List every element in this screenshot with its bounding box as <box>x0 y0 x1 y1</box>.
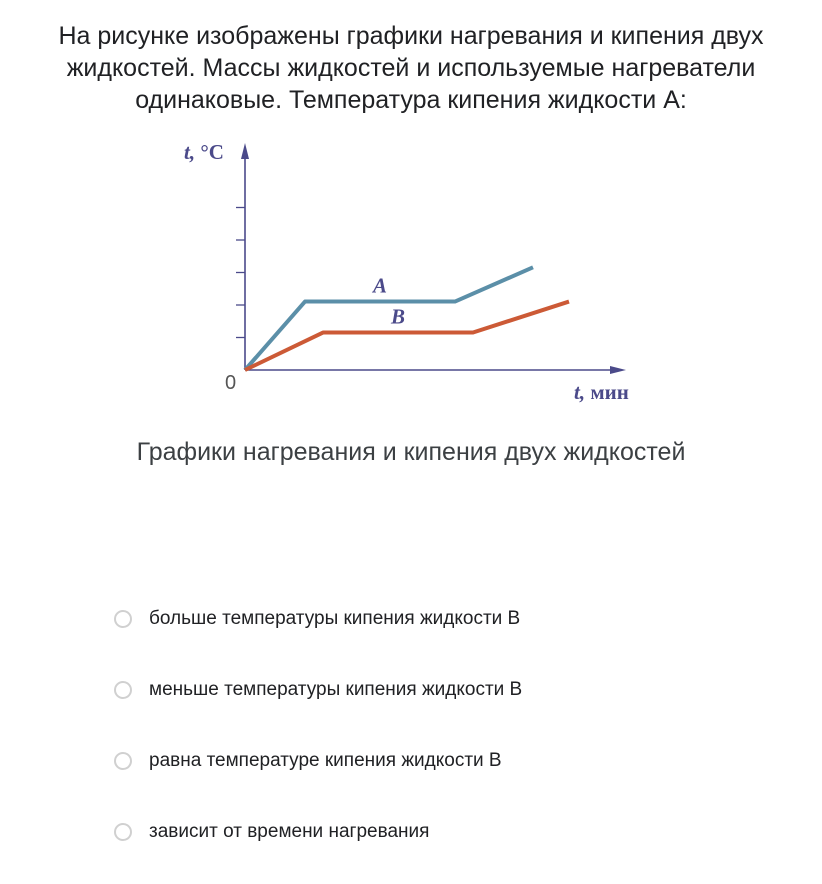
chart-series <box>245 267 569 370</box>
option-label: больше температуры кипения жидкости В <box>149 608 521 629</box>
option-label: равна температуре кипения жидкости В <box>149 750 502 771</box>
series-label-a: A <box>373 273 388 298</box>
y-axis-ticks <box>236 208 245 338</box>
radio-button[interactable] <box>114 681 132 699</box>
x-axis-label: t, мин <box>574 380 629 404</box>
question-text: На рисунке изображены графики нагревания и кипения двух жидкостей. Массы жидкостей и используемые нагреватели одинаковые. Температура кипения жидкости А: <box>58 22 764 114</box>
series-label-b: B <box>391 304 406 329</box>
radio-button[interactable] <box>114 823 132 841</box>
y-axis-label: t, °C <box>184 140 224 164</box>
x-axis-arrow <box>610 366 626 374</box>
option-label: меньше температуры кипения жидкости В <box>149 679 523 700</box>
answer-options <box>114 600 522 884</box>
origin-label: 0 <box>225 372 237 394</box>
y-axis-arrow <box>241 143 249 159</box>
answer-option-4[interactable] <box>114 813 522 851</box>
answer-option-2[interactable] <box>114 671 522 709</box>
figure-caption: Графики нагревания и кипения двух жидкостей <box>136 438 686 466</box>
answer-option-1[interactable] <box>114 600 522 638</box>
option-label: зависит от времени нагревания <box>149 821 430 842</box>
radio-button[interactable] <box>114 752 132 770</box>
answer-option-3[interactable] <box>114 742 522 780</box>
heating-boiling-graph <box>170 135 650 415</box>
series-line-a <box>245 267 533 370</box>
radio-button[interactable] <box>114 610 132 628</box>
